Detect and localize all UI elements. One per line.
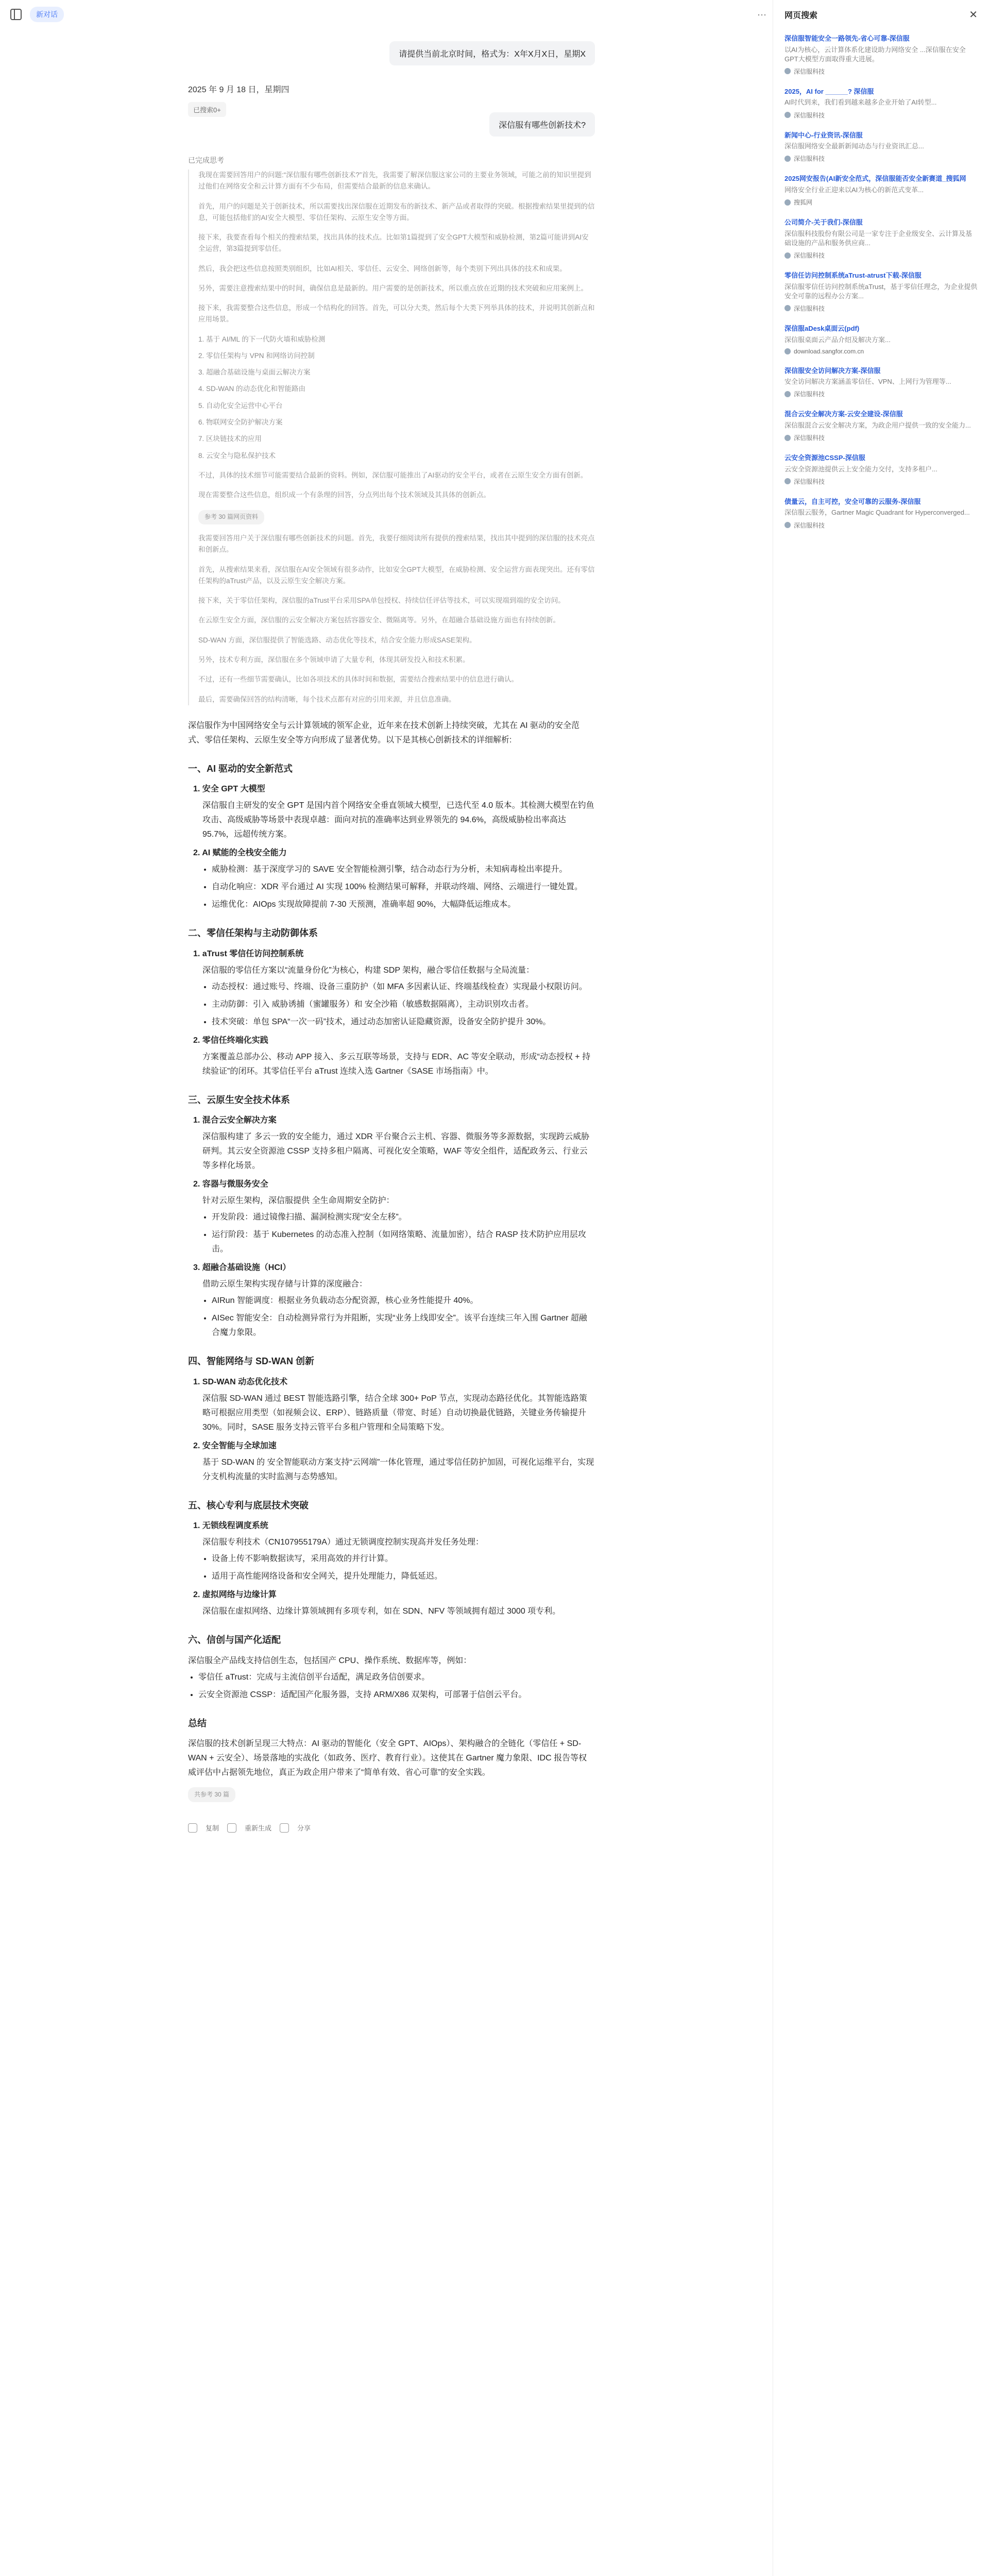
search-result[interactable] xyxy=(773,82,989,126)
result-source xyxy=(785,477,978,486)
list-item: 5. 自动化安全运营中心平台 xyxy=(198,401,283,410)
result-snippet: 深信服零信任访问控制系统aTrust，基于零信任理念，为企业提供安全可靠的远程办公方案... xyxy=(785,282,978,300)
source-name: download.sangfor.com.cn xyxy=(794,347,864,355)
source-name: 深信服科技 xyxy=(794,434,825,442)
web-search-panel xyxy=(773,0,989,2576)
site-icon xyxy=(785,348,791,354)
section-title: 总结 xyxy=(188,1718,207,1728)
user-message: 请提供当前北京时间，格式为：X年X月X日，星期X xyxy=(389,41,595,65)
result-title[interactable]: 深信服安全访问解决方案-深信服 xyxy=(785,366,881,375)
list-item: • 适用于高性能网络设备和安全网关，提升处理能力，降低延迟。 xyxy=(212,1569,595,1584)
copy-label[interactable]: 复制 xyxy=(206,1824,219,1833)
item-text: 深信服专利技术（CN107955179A）通过无锁调度控制实现高并发任务处理： xyxy=(202,1538,484,1547)
share-label[interactable]: 分享 xyxy=(297,1824,311,1833)
result-snippet: 深信服网络安全最新新闻动态与行业资讯汇总... xyxy=(785,142,924,150)
item-text: 深信服自主研发的安全 GPT 是国内首个网络安全垂直领域大模型，已迭代至 4.0 版本。其检测大模型在钓鱼攻击、高级威胁等场景中表现卓越：面向对抗的准确率达到业界领先的 94.6%，高级威胁检出率高达 95.7%，远超传统方案。 xyxy=(202,801,594,839)
list-item: • AISec 智能安全：自动检测异常行为并阻断，实现“业务上线即安全”。该平台连续三年入围 Gartner 超融合魔力象限。 xyxy=(212,1311,595,1340)
thinking-paragraph: 最后，需要确保回答的结构清晰，每个技术点都有对应的引用来源，并且信息准确。 xyxy=(198,695,456,703)
site-icon xyxy=(785,112,791,118)
item-text: 深信服 SD-WAN 通过 BEST 智能选路引擎，结合全球 300+ PoP 节点，实现动态路径优化。其智能选路策略可根据应用类型（如视频会议、ERP）、链路质量（带宽、时延）自动切换最优链路，关键业务传输提升 30%。同时，SASE 服务支持云管平台多租户管理和全局策略下发。 xyxy=(202,1394,587,1432)
search-result[interactable] xyxy=(773,266,989,319)
item-title: 2. 零信任终端化实践 xyxy=(193,1036,268,1045)
search-result[interactable] xyxy=(773,404,989,448)
thinking-paragraph: 接下来，我需要整合这些信息，形成一个结构化的回答。首先，可以分大类，然后每个大类下列举具体的技术，并说明其创新点和应用场景。 xyxy=(198,304,595,324)
source-name: 深信服科技 xyxy=(794,252,825,260)
thinking-paragraph: 不过，还有一些细节需要确认，比如各项技术的具体时间和数据，需要结合搜索结果中的信息进行确认。 xyxy=(198,675,518,684)
result-snippet: 深信服混合云安全解决方案，为政企用户提供一致的安全能力... xyxy=(785,421,971,429)
item-text: 针对云原生架构，深信服提供 全生命周期安全防护： xyxy=(202,1196,395,1206)
section-title: 六、信创与国产化适配 xyxy=(188,1635,281,1646)
item-text: 深信服的零信任方案以“流量身份化”为核心，构建 SDP 架构，融合零信任数据与全局流量： xyxy=(202,965,535,975)
item-title: 1. 安全 GPT 大模型 xyxy=(193,785,265,794)
panel-title: 网页搜索 xyxy=(785,11,818,20)
list-item: • 技术突破：单包 SPA“一次一码”技术，通过动态加密认证隐藏资源，设备安全防护提升 30%。 xyxy=(212,1015,595,1029)
share-icon[interactable] xyxy=(280,1823,289,1833)
more-icon[interactable]: ··· xyxy=(757,9,766,20)
assistant-message: 2025 年 9 月 18 日，星期四 xyxy=(188,86,289,94)
item-text: 深信服构建了 多云一致的安全能力，通过 XDR 平台聚合云主机、容器、微服务等多源数据，实现跨云威胁研判。其云安全资源池 CSSP 支持多租户隔离、可视化安全策略，WAF 等安全组件，适配政务云、行业云等多样化场景。 xyxy=(202,1132,590,1171)
regenerate-label[interactable]: 重新生成 xyxy=(245,1824,272,1833)
result-source xyxy=(785,67,978,76)
thinking-paragraph: 另外，需要注意搜索结果中的时间，确保信息是最新的。用户需要的是创新技术，所以重点放在近期的技术突破和应用案例上。 xyxy=(198,284,588,292)
list-item: 6. 物联网安全防护解决方案 xyxy=(198,418,283,426)
result-title[interactable]: 2025网安报告(AI新安全范式，深信服能否安全新赛道_搜狐网 xyxy=(785,175,966,183)
item-title: 1. 混合云安全解决方案 xyxy=(193,1116,277,1125)
thinking-paragraph: 现在需要整合这些信息，组织成一个有条理的回答，分点列出每个技术领域及其具体的创新点。 xyxy=(198,491,490,499)
section-title: 四、智能网络与 SD-WAN 创新 xyxy=(188,1356,314,1367)
result-title[interactable]: 新闻中心-行业资讯-深信服 xyxy=(785,131,863,139)
item-title: 2. 安全智能与全球加速 xyxy=(193,1441,277,1450)
result-snippet: 深信服云服务，Gartner Magic Quadrant for Hyperconverged... xyxy=(785,509,970,517)
list-item: 7. 区块链技术的应用 xyxy=(198,435,262,443)
item-title: 2. 虚拟网络与边缘计算 xyxy=(193,1590,277,1600)
source-name: 搜狐网 xyxy=(794,199,813,207)
result-snippet: 深信服科技股份有限公司是一家专注于企业级安全、云计算及基础设施的产品和服务供应商... xyxy=(785,229,973,247)
thinking-header[interactable]: 已完成思考 xyxy=(188,156,224,164)
result-snippet: 深信服桌面云产品介绍及解决方案... xyxy=(785,335,891,344)
search-result[interactable] xyxy=(773,126,989,170)
source-chip[interactable]: 参考 30 篇网页资料 xyxy=(198,510,264,524)
source-name: 深信服科技 xyxy=(794,111,825,119)
section-text: 深信服全产品线支持信创生态，包括国产 CPU、操作系统、数据库等，例如： xyxy=(188,1656,472,1665)
site-icon xyxy=(785,199,791,206)
site-icon xyxy=(785,522,791,528)
source-name: 深信服科技 xyxy=(794,155,825,163)
result-source xyxy=(785,111,978,120)
result-title[interactable]: 零信任访问控制系统aTrust-atrust下载-深信服 xyxy=(785,272,922,280)
result-source xyxy=(785,433,978,442)
top-bar xyxy=(0,0,773,29)
result-title[interactable]: 公司简介-关于我们-深信服 xyxy=(785,218,863,227)
source-name: 深信服科技 xyxy=(794,478,825,485)
search-result[interactable] xyxy=(773,492,989,536)
item-text: 深信服在虚拟网络、边缘计算领域拥有多项专利，如在 SDN、NFV 等领域拥有超过 3000 项专利。 xyxy=(202,1607,561,1616)
section-title: 二、零信任架构与主动防御体系 xyxy=(188,928,318,939)
list-item: • 威胁检测：基于深度学习的 SAVE 安全智能检测引擎，结合动态行为分析，未知病毒检出率提升。 xyxy=(212,862,595,877)
item-title: 1. 无锁线程调度系统 xyxy=(193,1521,268,1531)
summary-text: 深信服的技术创新呈现三大特点：AI 驱动的智能化（安全 GPT、AIOps）、架构融合的全链化（零信任 + SD-WAN + 云安全）、场景落地的实战化（如政务、医疗、教育行业）。这使其在 Gartner 魔力象限、IDC 报告等权威评估中占据领先地位，真正为政企用户带来了“简单有效、省心可靠”的安全实践。 xyxy=(188,1739,587,1777)
result-source xyxy=(785,389,978,398)
site-icon xyxy=(785,252,791,259)
result-title[interactable]: 2025，AI for ______? 深信服 xyxy=(785,87,874,95)
item-title: 2. 容器与微服务安全 xyxy=(193,1180,268,1189)
section-title: 三、云原生安全技术体系 xyxy=(188,1094,290,1105)
list-item: • 设备上传不影响数据读写，采用高效的并行计算。 xyxy=(212,1552,595,1566)
close-icon[interactable]: ✕ xyxy=(969,9,978,21)
copy-icon[interactable] xyxy=(188,1823,197,1833)
thinking-paragraph: 接下来，关于零信任架构，深信服的aTrust平台采用SPA单包授权、持续信任评估等技术，可以实现端到端的安全访问。 xyxy=(198,597,565,605)
thinking-block xyxy=(188,170,595,705)
thinking-paragraph: 首先，从搜索结果来看，深信服在AI安全领域有很多动作，比如安全GPT大模型，在威胁检测、安全运营方面表现突出。还有零信任架构的aTrust产品，以及云原生安全解决方案。 xyxy=(198,565,595,585)
item-text: 方案覆盖总部办公、移动 APP 接入、多云互联等场景，支持与 EDR、AC 等安全联动，形成“动态授权 + 持续验证”的闭环。其零信任平台 aTrust 连续入选 Gartner《SASE 市场指南》中。 xyxy=(202,1052,591,1076)
list-item: • 运行阶段：基于 Kubernetes 的动态准入控制（如网络策略、流量加密），结合 RASP 技术防护应用层攻击。 xyxy=(212,1228,595,1257)
message-actions xyxy=(188,1823,595,1833)
site-icon xyxy=(785,68,791,74)
site-icon xyxy=(785,391,791,397)
list-item: • 零信任 aTrust：完成与主流信创平台适配，满足政务信创要求。 xyxy=(198,1670,595,1685)
list-item: • 云安全资源池 CSSP：适配国产化服务器，支持 ARM/X86 双架构，可部署于信创云平台。 xyxy=(198,1688,595,1702)
answer-block xyxy=(188,719,595,1811)
list-item: • 动态授权：通过账号、终端、设备三重防护（如 MFA 多因素认证、终端基线检查）实现最小权限访问。 xyxy=(212,980,595,994)
list-item: 1. 基于 AI/ML 的下一代防火墙和威胁检测 xyxy=(198,335,326,343)
list-item: • AIRun 智能调度：根据业务负载动态分配资源，核心业务性能提升 40%。 xyxy=(212,1294,595,1308)
result-snippet: 以AI为核心，云计算体系化建设助力网络安全 ...深信服在安全GPT大模型方面取得重大进展。 xyxy=(785,45,966,63)
chat-area xyxy=(188,31,595,1845)
result-snippet: 安全访问解决方案涵盖零信任、VPN、上网行为管理等... xyxy=(785,378,951,386)
search-result[interactable] xyxy=(773,169,989,213)
result-title[interactable]: 云安全资源池CSSP-深信服 xyxy=(785,454,865,462)
thinking-paragraph: 首先，用户的问题是关于创新技术，所以需要找出深信服在近期发布的新技术、新产品或者取得的突破。根据搜索结果里提到的信息，可能包括他们的AI安全大模型、零信任架构、云原生安全等方面。 xyxy=(198,202,595,222)
item-text: 基于 SD-WAN 的 安全智能联动方案支持“云网端”一体化管理，通过零信任防护加固，可视化运维平台，实现分支机构流量的实时监测与态势感知。 xyxy=(202,1458,594,1481)
thinking-paragraph: 我需要回答用户关于深信服有哪些创新技术的问题。首先，我要仔细阅读所有提供的搜索结果，找出其中提到的深信服的技术亮点和创新点。 xyxy=(198,534,595,554)
thinking-paragraph: SD-WAN 方面，深信服提供了智能选路、动态优化等技术，结合安全能力形成SASE架构。 xyxy=(198,636,476,644)
search-result[interactable] xyxy=(773,319,989,361)
item-title: 2. AI 赋能的全栈安全能力 xyxy=(193,849,287,858)
user-message: 深信服有哪些创新技术? xyxy=(489,112,595,137)
regenerate-icon[interactable] xyxy=(227,1823,236,1833)
thinking-paragraph: 接下来，我要查看每个相关的搜索结果，找出具体的技术点。比如第1篇提到了安全GPT大模型和威胁检测，第2篇可能讲到AI安全运营，第3篇提到零信任。 xyxy=(198,233,589,253)
result-snippet: 网络安全行业正迎来以AI为核心的新范式变革... xyxy=(785,185,924,194)
result-source xyxy=(785,521,978,530)
thinking-paragraph: 然后，我会把这些信息按照类别组织，比如AI相关、零信任、云安全、网络创新等，每个类别下列出具体的技术和成果。 xyxy=(198,264,567,273)
thinking-paragraph: 在云原生安全方面，深信服的云安全解决方案包括容器安全、微隔离等。另外，在超融合基础设施方面也有持续创新。 xyxy=(198,616,560,624)
source-name: 深信服科技 xyxy=(794,521,825,529)
list-item: • 运维优化：AIOps 实现故障提前 7-30 天预测，准确率超 90%，大幅降低运维成本。 xyxy=(212,897,595,912)
result-source xyxy=(785,198,978,207)
search-result[interactable] xyxy=(773,29,989,82)
result-source xyxy=(785,348,978,355)
site-icon xyxy=(785,156,791,162)
result-title[interactable]: 深信服智能安全一路领先-省心可靠-深信服 xyxy=(785,35,910,42)
result-source xyxy=(785,154,978,163)
list-item: 8. 云安全与隐私保护技术 xyxy=(198,451,276,460)
site-icon xyxy=(785,478,791,484)
new-chat-button[interactable]: 新对话 xyxy=(30,7,64,22)
item-title: 1. SD-WAN 动态优化技术 xyxy=(193,1377,288,1386)
section-title: 一、AI 驱动的安全新范式 xyxy=(188,763,293,774)
thinking-paragraph: 我现在需要回答用户的问题:“深信服有哪些创新技术?”首先，我需要了解深信服这家公司的主要业务领域，可能之前的知识里提到过他们在网络安全和云计算方面有不少布局，但需要结合最新的信息来确认。 xyxy=(198,171,591,191)
search-result[interactable] xyxy=(773,361,989,405)
source-name: 深信服科技 xyxy=(794,304,825,312)
result-source xyxy=(785,251,978,260)
source-name: 深信服科技 xyxy=(794,391,825,398)
source-name: 深信服科技 xyxy=(794,67,825,75)
result-snippet: AI时代到来，我们看到越来越多企业开始了AI转型... xyxy=(785,98,937,107)
result-title[interactable]: 深信服aDesk桌面云(pdf) xyxy=(785,324,860,332)
section-title: 五、核心专利与底层技术突破 xyxy=(188,1500,309,1511)
site-icon xyxy=(785,305,791,311)
thinking-paragraph: 不过，具体的技术细节可能需要结合最新的资料。例如，深信服可能推出了AI驱动的安全平台，或者在云原生安全方面有创新。 xyxy=(198,471,588,479)
site-icon xyxy=(785,435,791,441)
thinking-paragraph: 另外，技术专利方面，深信服在多个领域申请了大量专利，体现其研发投入和技术积累。 xyxy=(198,655,470,664)
result-snippet: 云安全资源池提供云上安全能力交付，支持多租户... xyxy=(785,465,937,473)
item-title: 1. aTrust 零信任访问控制系统 xyxy=(193,949,304,958)
search-result[interactable] xyxy=(773,213,989,266)
item-title: 3. 超融合基础设施（HCI） xyxy=(193,1263,291,1273)
search-result[interactable] xyxy=(773,448,989,492)
list-item: 2. 零信任架构与 VPN 和网络访问控制 xyxy=(198,351,315,360)
list-item: • 自动化响应：XDR 平台通过 AI 实现 100% 检测结果可解释，并联动终端、网络、云端进行一键处置。 xyxy=(212,880,595,894)
result-title[interactable]: 债量云，自主可控，安全可靠的云服务-深信服 xyxy=(785,497,921,505)
sidebar-toggle-icon[interactable] xyxy=(10,9,22,20)
result-source xyxy=(785,304,978,313)
list-item: • 开发阶段：通过镜像扫描、漏洞检测实现“安全左移”。 xyxy=(212,1210,595,1225)
result-title[interactable]: 混合云安全解决方案-云安全建设-深信服 xyxy=(785,410,903,418)
search-tag[interactable]: 已搜索0+ xyxy=(188,102,226,117)
answer-intro: 深信服作为中国网络安全与云计算领域的领军企业，近年来在技术创新上持续突破，尤其在 AI 驱动的安全范式、零信任架构、云原生安全等方向形成了显著优势。以下是其核心创新技术的详细解析: xyxy=(188,721,580,744)
list-item: 4. SD-WAN 的动态优化和智能路由 xyxy=(198,385,306,393)
item-text: 借助云原生架构实现存储与计算的深度融合： xyxy=(202,1280,368,1289)
list-item: • 主动防御：引入 威胁诱捕（蜜罐服务）和 安全沙箱（敏感数据隔离），主动识别攻击者。 xyxy=(212,997,595,1012)
list-item: 3. 超融合基础设施与桌面云解决方案 xyxy=(198,368,311,377)
source-chip[interactable]: 共参考 30 篇 xyxy=(188,1787,235,1802)
